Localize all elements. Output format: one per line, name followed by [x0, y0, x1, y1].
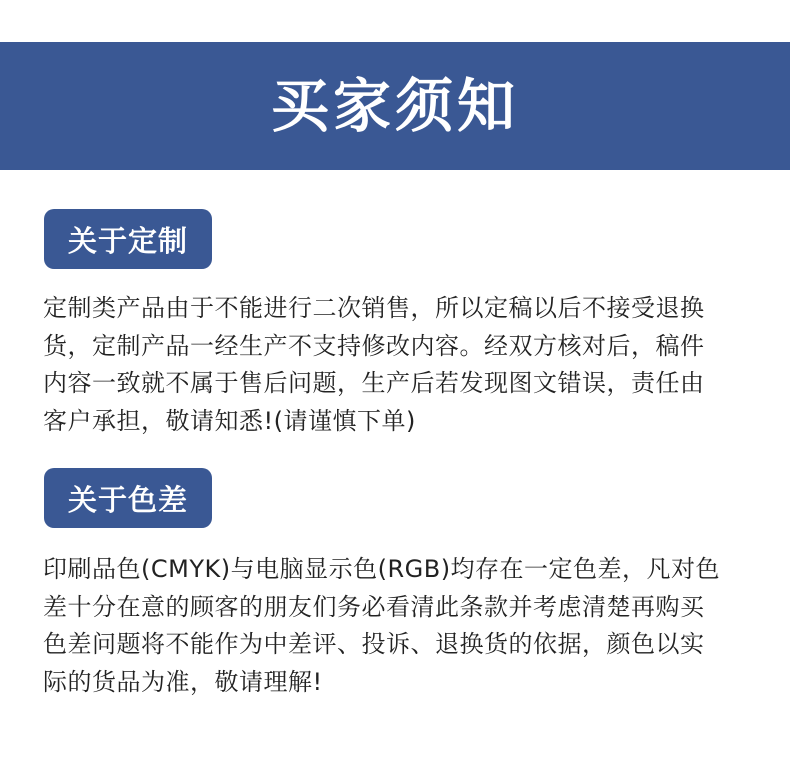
notice-line: 际的货品为准，敬请理解! [43, 667, 323, 696]
notice-line: 差十分在意的顾客的朋友们务必看清此条款并考虑清楚再购买 [43, 592, 705, 621]
section-tag-color-difference: 关于色差 [44, 468, 212, 528]
page-title: 买家须知 [270, 72, 519, 140]
section-tag-customization: 关于定制 [44, 209, 212, 269]
notice-line: 货，定制产品一经生产不支持修改内容。经双方核对后，稿件 [43, 331, 705, 360]
header-banner [0, 42, 790, 170]
color-difference-notice [43, 551, 748, 701]
notice-line: 客户承担，敬请知悉!(请谨慎下单) [43, 406, 416, 435]
notice-line: 色差问题将不能作为中差评、投诉、退换货的依据，颜色以实 [43, 630, 705, 658]
customization-notice [43, 290, 748, 440]
notice-line: 印刷品色(CMYK)与电脑显示色(RGB)均存在一定色差，凡对色 [43, 555, 721, 583]
notice-line: 内容一致就不属于售后问题，生产后若发现图文错误，责任由 [43, 369, 705, 397]
notice-line: 定制类产品由于不能进行二次销售，所以定稿以后不接受退换 [43, 294, 705, 322]
